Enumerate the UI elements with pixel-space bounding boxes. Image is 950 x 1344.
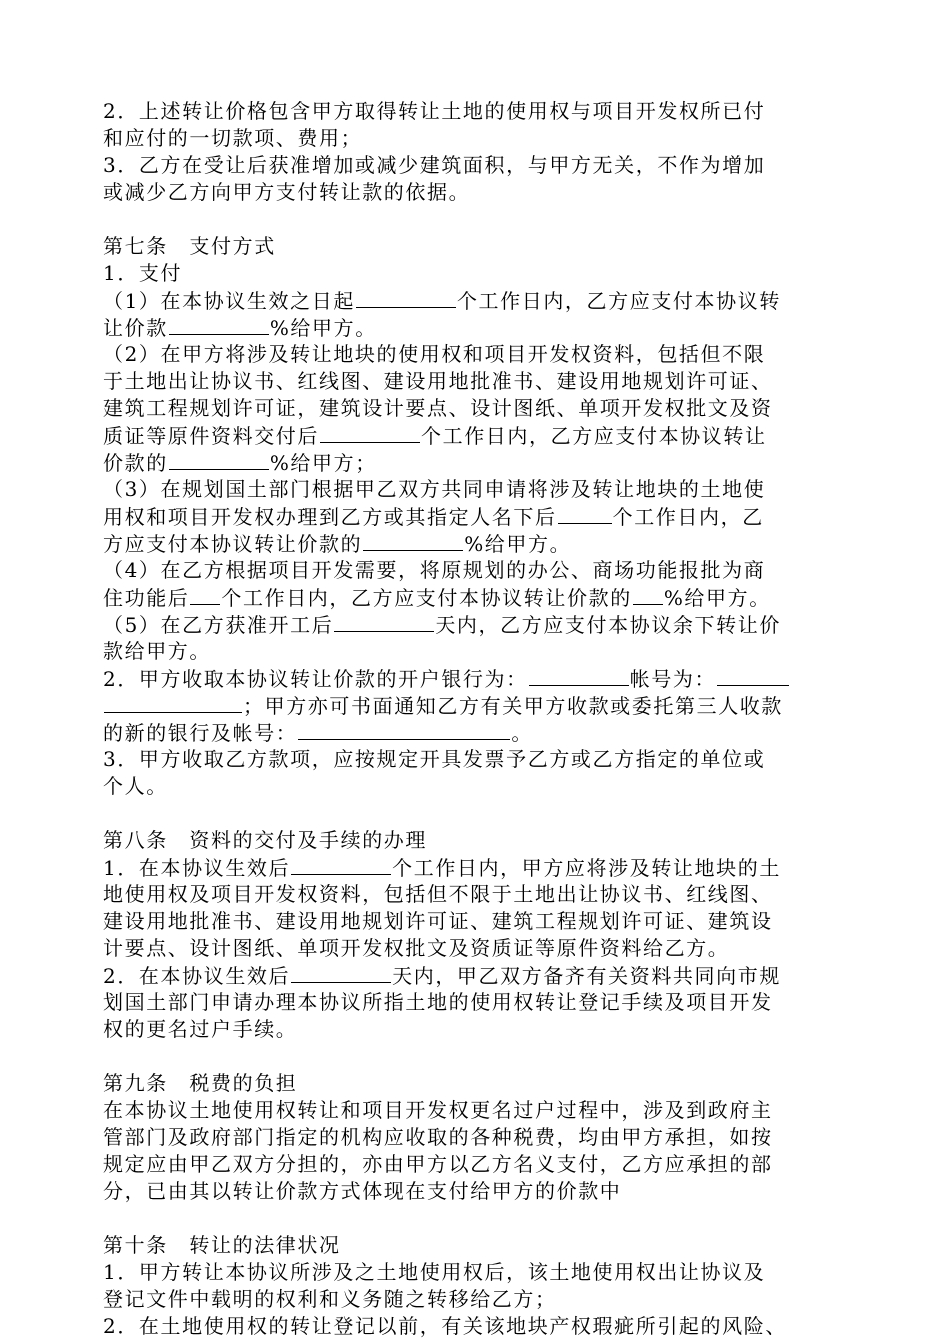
fill-in-blank [363,530,463,551]
text-segment: 或减少乙方向甲方支付转让款的依据。 [103,180,471,204]
text-segment: 用权和项目开发权办理到乙方或其指定人名下后 [103,505,557,529]
text-segment: 天内，甲乙双方备齐有关资料共同向市规 [392,964,781,988]
text-line [103,1151,855,1178]
paragraph-gap [103,800,855,827]
text-segment: 建筑工程规划许可证，建筑设计要点、设计图纸、单项开发权批文及资 [103,396,773,420]
text-segment: 第九条 税费的负担 [103,1071,298,1095]
text-line [103,881,855,908]
text-segment: 价款的 [103,451,168,475]
text-segment: %给甲方。 [269,316,377,340]
text-line [103,719,855,746]
text-segment: 1．支付 [103,261,183,285]
text-segment: 第八条 资料的交付及手续的办理 [103,828,427,852]
text-segment: （2）在甲方将涉及转让地块的使用权和项目开发权资料，包括但不限 [103,342,766,366]
text-line [103,962,855,989]
text-line [103,530,855,557]
text-segment: 于土地出让协议书、红线图、建设用地批准书、建设用地规划许可证、 [103,369,773,393]
text-segment: 个工作日内，乙方应支付本协议转让价款的 [221,586,632,610]
text-line [103,773,855,800]
section-heading [103,1232,855,1259]
text-segment: %给甲方； [269,451,377,475]
text-segment: 划国土部门申请办理本协议所指土地的使用权转让登记手续及项目开发 [103,990,773,1014]
text-line [103,1097,855,1124]
text-line [103,854,855,881]
text-line [103,125,855,152]
text-segment: 规定应由甲乙双方分担的，亦由甲方以乙方名义支付，乙方应承担的部 [103,1152,773,1176]
text-segment: 个人。 [103,774,168,798]
text-line [103,989,855,1016]
text-segment: 1．甲方转让本协议所涉及之土地使用权后，该土地使用权出让协议及 [103,1260,766,1284]
text-segment: 的新的银行及帐号： [103,721,298,745]
fill-in-blank [169,314,269,335]
text-segment: 1．在本协议生效后 [103,856,291,880]
text-line [103,422,855,449]
text-segment: 个工作日内，乙 [612,505,764,529]
text-line [103,449,855,476]
text-line [103,1124,855,1151]
fill-in-blank [169,449,269,470]
text-segment: 分，已由其以转让价款方式体现在支付给甲方的价款中 [103,1179,622,1203]
fill-in-blank [320,422,420,443]
text-segment: 让价款 [103,316,168,340]
fill-in-blank [558,503,612,524]
text-segment: 帐号为： [629,667,717,691]
text-line [103,341,855,368]
text-segment: 2．甲方收取本协议转让价款的开户银行为： [103,667,528,691]
section-heading [103,1070,855,1097]
text-segment: 登记文件中载明的权利和义务随之转移给乙方； [103,1287,557,1311]
text-segment: 质证等原件资料交付后 [103,424,319,448]
text-segment: 2．在土地使用权的转让登记以前，有关该地块产权瑕疵所引起的风险、 [103,1314,787,1338]
text-line [103,665,855,692]
fill-in-blank [356,287,456,308]
fill-in-blank [717,665,789,686]
text-line [103,638,855,665]
paragraph-gap [103,1043,855,1070]
fill-in-blank [291,962,391,983]
fill-in-blank [190,584,220,605]
text-line [103,152,855,179]
text-segment: ；甲方亦可书面通知乙方有关甲方收款或委托第三人收款 [243,694,783,718]
text-line [103,503,855,530]
text-segment: 第七条 支付方式 [103,234,276,258]
text-segment: （3）在规划国土部门根据甲乙双方共同申请将涉及转让地块的土地使 [103,477,766,501]
text-segment: 方应支付本协议转让价款的 [103,532,363,556]
fill-in-blank [104,692,242,713]
text-line [103,260,855,287]
text-line [103,395,855,422]
text-segment: 管部门及政府部门指定的机构应收取的各种税费，均由甲方承担，如按 [103,1125,773,1149]
text-line [103,611,855,638]
text-segment: 建设用地批准书、建设用地规划许可证、建筑工程规划许可证、建筑设 [103,909,773,933]
fill-in-blank [298,719,510,740]
text-segment: 。 [511,721,534,745]
fill-in-blank [291,854,391,875]
text-segment: 个工作日内，乙方应支付本协议转让 [421,424,767,448]
text-line [103,692,855,719]
text-segment: 计要点、设计图纸、单项开发权批文及资质证等原件资料给乙方。 [103,936,730,960]
fill-in-blank [633,584,663,605]
text-segment: 3．乙方在受让后获准增加或减少建筑面积，与甲方无关，不作为增加 [103,153,766,177]
text-line [103,908,855,935]
text-line [103,1286,855,1313]
text-line [103,476,855,503]
section-heading [103,233,855,260]
section-heading [103,827,855,854]
text-line [103,287,855,314]
text-segment: 在本协议土地使用权转让和项目开发权更名过户过程中，涉及到政府主 [103,1098,773,1122]
text-segment: 2．上述转让价格包含甲方取得转让土地的使用权与项目开发权所已付 [103,99,766,123]
text-line [103,1259,855,1286]
text-line [103,746,855,773]
text-line [103,314,855,341]
text-segment: 住功能后 [103,586,190,610]
text-line [103,98,855,125]
paragraph-gap [103,206,855,233]
text-segment: 个工作日内，甲方应将涉及转让地块的土 [392,856,781,880]
paragraph-gap [103,1205,855,1232]
text-segment: 和应付的一切款项、费用； [103,126,363,150]
text-segment: （4）在乙方根据项目开发需要，将原规划的办公、商场功能报批为商 [103,558,766,582]
text-line [103,1178,855,1205]
text-segment: 地使用权及项目开发权资料，包括但不限于土地出让协议书、红线图、 [103,882,773,906]
text-segment: 2．在本协议生效后 [103,964,291,988]
text-line [103,557,855,584]
text-segment: %给甲方。 [464,532,572,556]
text-segment: 权的更名过户手续。 [103,1017,298,1041]
text-segment: 天内，乙方应支付本协议余下转让价 [435,613,781,637]
text-segment: 个工作日内，乙方应支付本协议转 [456,289,781,313]
text-segment: （5）在乙方获准开工后 [103,613,334,637]
text-segment: 第十条 转让的法律状况 [103,1233,341,1257]
text-line [103,584,855,611]
text-line [103,368,855,395]
text-segment: 款给甲方。 [103,639,211,663]
document-page [103,98,855,1340]
text-line [103,179,855,206]
text-segment: 3．甲方收取乙方款项，应按规定开具发票予乙方或乙方指定的单位或 [103,747,766,771]
fill-in-blank [334,611,434,632]
text-line [103,1016,855,1043]
text-line [103,1313,855,1340]
fill-in-blank [529,665,629,686]
text-segment: （1）在本协议生效之日起 [103,289,355,313]
text-line [103,935,855,962]
text-segment: %给甲方。 [663,586,771,610]
